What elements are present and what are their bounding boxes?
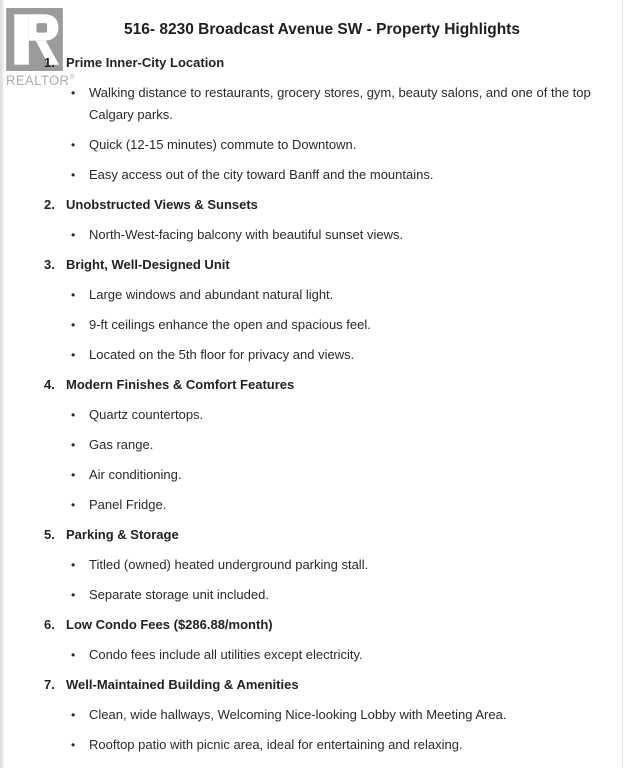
bullet-icon: • (71, 86, 76, 100)
bullet-icon: • (71, 408, 76, 422)
section-title: Low Condo Fees ($286.88/month) (66, 617, 273, 632)
bullet-icon: • (71, 738, 76, 752)
bullet-icon: • (71, 138, 76, 152)
section-bright-unit (44, 254, 600, 366)
bullet-icon: • (71, 438, 76, 452)
bullet-item (71, 464, 600, 486)
bullet-item (71, 644, 600, 666)
section-number: 3. (44, 257, 55, 272)
section-title: Prime Inner-City Location (66, 55, 225, 70)
bullet-icon: • (71, 468, 76, 482)
section-heading (44, 254, 600, 276)
bullet-item (71, 734, 600, 756)
bullet-item (71, 164, 600, 186)
bullet-item (71, 704, 600, 726)
section-number: 2. (44, 197, 55, 212)
bullet-text: Air conditioning. (89, 467, 182, 482)
section-modern-finishes (44, 374, 600, 516)
highlight-list (0, 52, 626, 756)
bullet-item (71, 82, 600, 126)
section-parking-storage (44, 524, 600, 606)
bullet-text: 9-ft ceilings enhance the open and spacious feel. (89, 317, 371, 332)
bullet-item (71, 554, 600, 576)
bullet-text: Condo fees include all utilities except electricity. (89, 647, 363, 662)
section-heading (44, 194, 600, 216)
bullet-icon: • (71, 558, 76, 572)
registered-trademark-icon: ® (69, 74, 75, 81)
section-number: 7. (44, 677, 55, 692)
section-condo-fees (44, 614, 600, 666)
bullet-icon: • (71, 168, 76, 182)
bullet-text: Rooftop patio with picnic area, ideal for entertaining and relaxing. (89, 737, 463, 752)
section-heading (44, 52, 600, 74)
bullet-text: Panel Fridge. (89, 497, 167, 512)
bullet-text: Separate storage unit included. (89, 587, 269, 602)
bullet-icon: • (71, 288, 76, 302)
bullet-item (71, 134, 600, 156)
bullet-icon: • (71, 648, 76, 662)
section-heading (44, 374, 600, 396)
section-title: Unobstructed Views & Sunsets (66, 197, 258, 212)
bullet-text: Easy access out of the city toward Banff and the mountains. (89, 167, 434, 182)
bullet-text: Clean, wide hallways, Welcoming Nice-looking Lobby with Meeting Area. (89, 707, 507, 722)
bullet-item (71, 434, 600, 456)
section-building-amenities (44, 674, 600, 756)
bullet-text: Located on the 5th floor for privacy and views. (89, 347, 355, 362)
section-title: Parking & Storage (66, 527, 179, 542)
section-views-sunsets (44, 194, 600, 246)
realtor-logo-text: REALTOR (6, 73, 70, 88)
section-number: 5. (44, 527, 55, 542)
section-title: Modern Finishes & Comfort Features (66, 377, 295, 392)
section-prime-location (44, 52, 600, 186)
bullet-item (71, 584, 600, 606)
bullet-item (71, 284, 600, 306)
bullet-icon: • (71, 708, 76, 722)
bullet-icon: • (71, 588, 76, 602)
bullet-item (71, 224, 600, 246)
bullet-text: Walking distance to restaurants, grocery stores, gym, beauty salons, and one of the top Calgary parks. (89, 85, 591, 122)
bullet-text: Quartz countertops. (89, 407, 204, 422)
bullet-text: Gas range. (89, 437, 154, 452)
bullet-icon: • (71, 498, 76, 512)
bullet-text: North-West-facing balcony with beautiful sunset views. (89, 227, 404, 242)
section-title: Bright, Well-Designed Unit (66, 257, 230, 272)
section-heading (44, 674, 600, 696)
bullet-item (71, 404, 600, 426)
bullet-icon: • (71, 348, 76, 362)
section-number: 1. (44, 55, 55, 70)
bullet-icon: • (71, 228, 76, 242)
bullet-text: Large windows and abundant natural light. (89, 287, 334, 302)
bullet-text: Quick (12-15 minutes) commute to Downtown. (89, 137, 357, 152)
section-number: 6. (44, 617, 55, 632)
bullet-icon: • (71, 318, 76, 332)
section-heading (44, 614, 600, 636)
page-title: 516- 8230 Broadcast Avenue SW - Property Highlights (124, 21, 520, 38)
bullet-item (71, 494, 600, 516)
bullet-item (71, 344, 600, 366)
section-heading (44, 524, 600, 546)
bullet-text: Titled (owned) heated underground parking stall. (89, 557, 369, 572)
section-title: Well-Maintained Building & Amenities (66, 677, 299, 692)
section-number: 4. (44, 377, 55, 392)
bullet-item (71, 314, 600, 336)
